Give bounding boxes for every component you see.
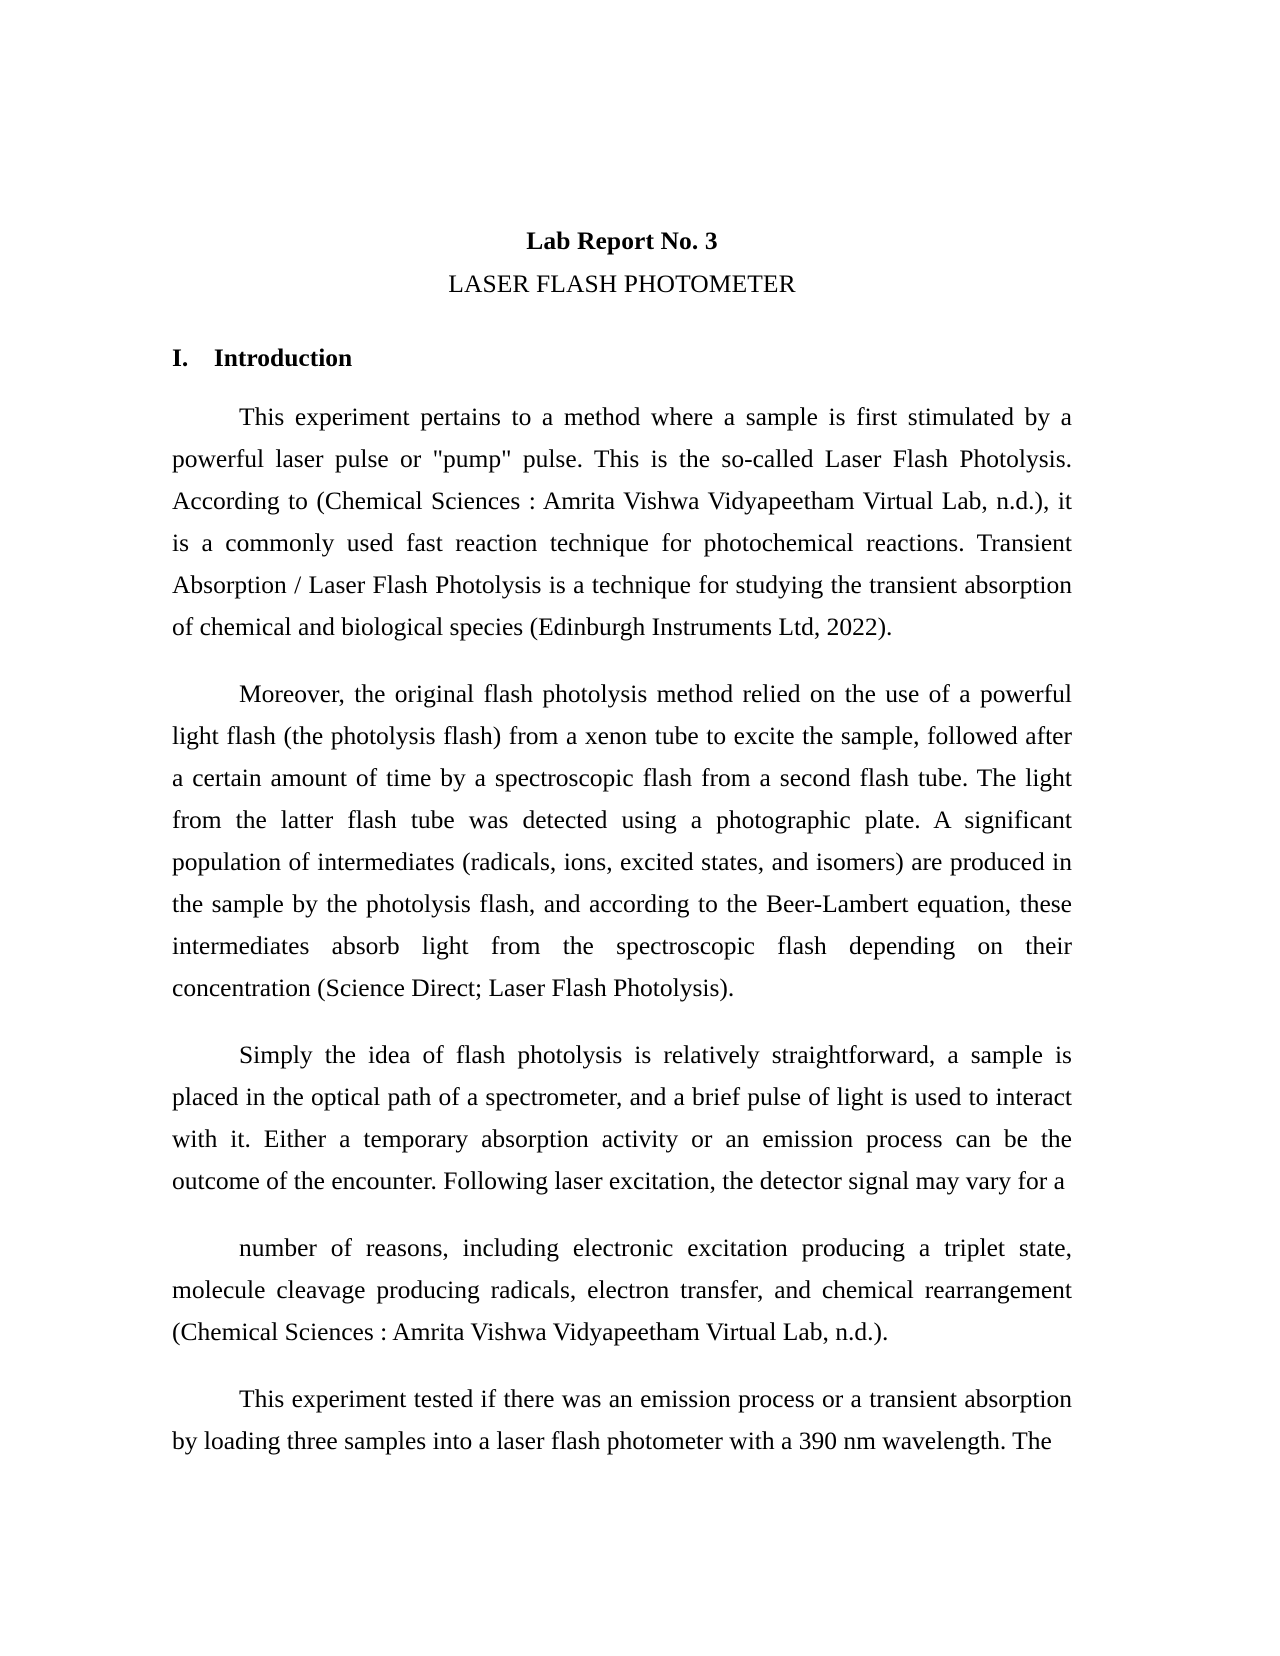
section-label: Introduction [213, 343, 353, 372]
paragraph: This experiment tested if there was an emission process or a transient absorption by loading three samples into a laser flash photometer with a 390 nm wavelength. The [172, 1384, 1072, 1455]
page-subtitle: LASER FLASH PHOTOMETER [448, 268, 796, 298]
paragraph: Simply the idea of flash photolysis is relatively straightforward, a sample is placed in the optical path of a spectrometer, and a brief pulse of light is used to interact with it. Either a temporary absorption activity or an emission process can be the outcome of the encounter. Following laser excitation, the detector signal may vary for a [172, 1040, 1072, 1195]
section-heading-introduction [172, 296, 1072, 373]
section-numeral: I. [172, 343, 189, 372]
paragraph: number of reasons, including electronic excitation producing a triplet state, molecule cleavage producing radicals, electron transfer, and chemical rearrangement (Chemical Sciences : Amrita Vishwa Vidyapeetham Virtual Lab, n.d.). [172, 1233, 1072, 1346]
page-content [172, 0, 1072, 1462]
page-title: Lab Report No. 3 [526, 226, 718, 255]
paragraph: This experiment pertains to a method where a sample is first stimulated by a powerful laser pulse or "pump" pulse. This is the so-called Laser Flash Photolysis. According to (Chemical Sciences : Amrita Vishwa Vidyapeetham Virtual Lab, n.d.), it is a commonly used fast reaction technique for photochemical reactions. Transient Absorption / Laser Flash Photolysis is a technique for studying the transient absorption of chemical and biological species (Edinburgh Instruments Ltd, 2022). [172, 402, 1072, 641]
paragraph: Moreover, the original flash photolysis method relied on the use of a powerful light flash (the photolysis flash) from a xenon tube to excite the sample, followed after a certain amount of time by a spectroscopic flash from a second flash tube. The light from the latter flash tube was detected using a photographic plate. A significant population of intermediates (radicals, ions, excited states, and isomers) are produced in the sample by the photolysis flash, and according to the Beer-Lambert equation, these intermediates absorb light from the spectroscopic flash depending on their concentration (Science Direct; Laser Flash Photolysis). [172, 679, 1072, 1002]
